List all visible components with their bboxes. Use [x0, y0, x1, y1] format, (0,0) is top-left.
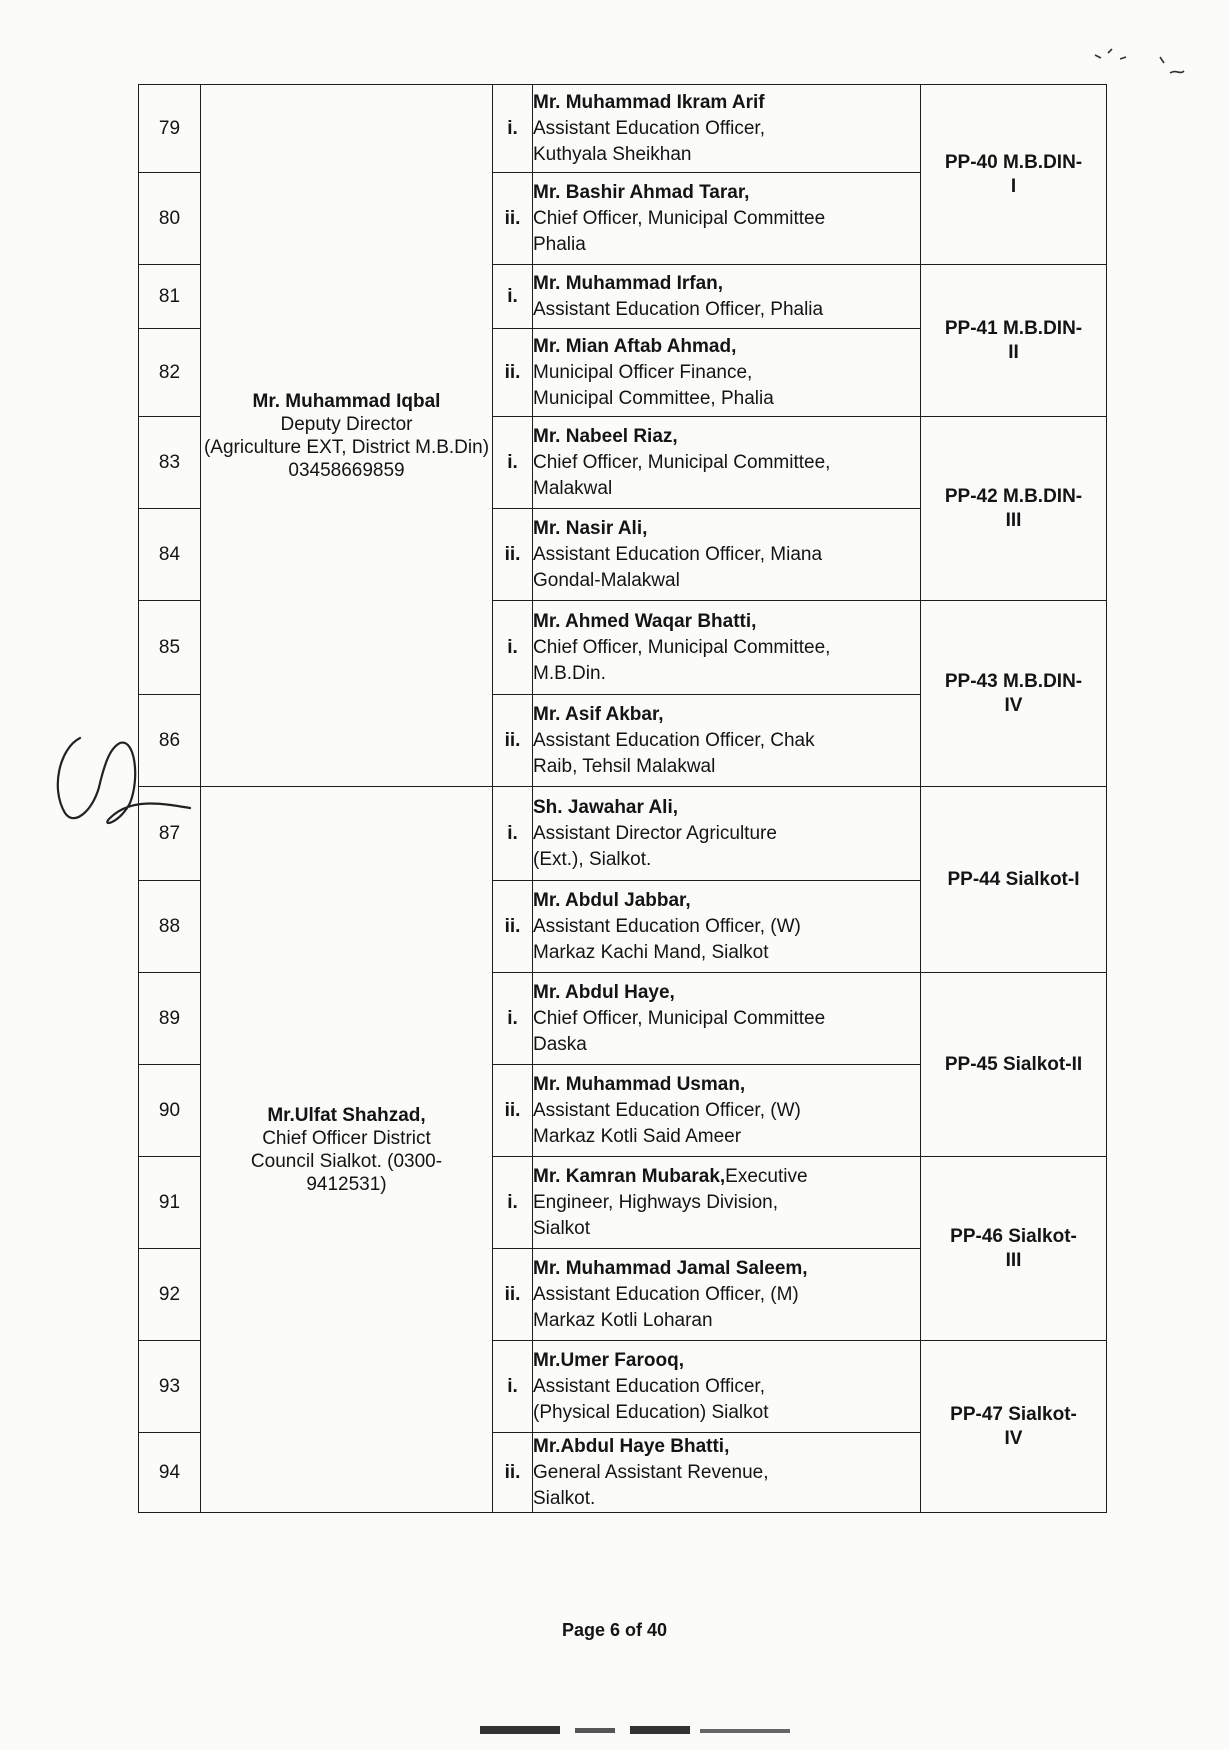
serial-number: 94 — [139, 1433, 201, 1513]
serial-number: 92 — [139, 1249, 201, 1341]
roman-index: i. — [493, 787, 533, 881]
person-designation: Chief Officer, Municipal Committee Daska — [533, 1007, 826, 1055]
roman-index: i. — [493, 1341, 533, 1433]
person-name: Mr. Asif Akbar, — [533, 703, 664, 725]
assigned-person — [533, 1433, 921, 1513]
person-designation: Assistant Director Agriculture (Ext.), Sialkot. — [533, 822, 777, 870]
officer-detail: Council Sialkot. (0300- — [250, 1150, 443, 1172]
person-name: Mr. Kamran Mubarak, — [533, 1165, 726, 1187]
assignment-table — [138, 84, 1107, 1513]
table-row — [139, 787, 1107, 881]
officer-detail: (Agriculture EXT, District M.B.Din) — [203, 436, 490, 458]
serial-number: 82 — [139, 329, 201, 417]
person-name: Mr. Ahmed Waqar Bhatti, — [533, 610, 757, 632]
serial-number: 88 — [139, 881, 201, 973]
person-designation: Executive Engineer, Highways Division, Sialkot — [533, 1165, 808, 1239]
roman-index: ii. — [493, 329, 533, 417]
roman-index: ii. — [493, 509, 533, 601]
assigned-person — [533, 329, 921, 417]
table-row — [139, 85, 1107, 173]
serial-number: 79 — [139, 85, 201, 173]
stamp-smudge-icon — [480, 1718, 800, 1738]
constituency-label: PP-43 M.B.DIN- IV — [921, 601, 1107, 787]
person-name: Mr.Abdul Haye Bhatti, — [533, 1435, 730, 1457]
constituency-label: PP-47 Sialkot- IV — [921, 1341, 1107, 1513]
roman-index: i. — [493, 265, 533, 329]
person-designation: Assistant Education Officer, Chak Raib, Tehsil Malakwal — [533, 729, 815, 777]
roman-index: ii. — [493, 1249, 533, 1341]
pen-mark-icon — [1090, 45, 1200, 105]
roman-index: i. — [493, 973, 533, 1065]
officer-phone: 03458669859 — [288, 459, 405, 481]
constituency-label: PP-44 Sialkot-I — [921, 787, 1107, 973]
assigned-person — [533, 1249, 921, 1341]
roman-index: i. — [493, 417, 533, 509]
serial-number: 81 — [139, 265, 201, 329]
constituency-label: PP-42 M.B.DIN- III — [921, 417, 1107, 601]
assigned-person — [533, 85, 921, 173]
assigned-person — [533, 173, 921, 265]
assigned-person — [533, 509, 921, 601]
supervising-officer — [201, 85, 493, 787]
roman-index: i. — [493, 1157, 533, 1249]
person-designation: General Assistant Revenue, Sialkot. — [533, 1461, 769, 1509]
person-designation: Municipal Officer Finance, Municipal Committee, Phalia — [533, 361, 774, 409]
person-name: Mr. Nasir Ali, — [533, 517, 648, 539]
person-name: Mr. Abdul Jabbar, — [533, 889, 691, 911]
person-name: Mr. Muhammad Ikram Arif — [533, 91, 765, 113]
person-name: Mr. Muhammad Irfan, — [533, 272, 724, 294]
person-designation: Assistant Education Officer, (Physical Education) Sialkot — [533, 1375, 769, 1423]
serial-number: 83 — [139, 417, 201, 509]
serial-number: 87 — [139, 787, 201, 881]
constituency-label: PP-45 Sialkot-II — [921, 973, 1107, 1157]
constituency-label: PP-46 Sialkot- III — [921, 1157, 1107, 1341]
assigned-person — [533, 417, 921, 509]
assigned-person — [533, 973, 921, 1065]
person-name: Mr.Umer Farooq, — [533, 1349, 684, 1371]
serial-number: 90 — [139, 1065, 201, 1157]
supervising-officer — [201, 787, 493, 1513]
serial-number: 85 — [139, 601, 201, 695]
officer-name: Mr. Muhammad Iqbal — [252, 390, 441, 412]
serial-number: 80 — [139, 173, 201, 265]
officer-name: Mr.Ulfat Shahzad, — [267, 1104, 426, 1126]
person-designation: Assistant Education Officer, (W) Markaz Kotli Said Ameer — [533, 1099, 801, 1147]
roman-index: ii. — [493, 881, 533, 973]
person-name: Mr. Nabeel Riaz, — [533, 425, 678, 447]
person-designation: Assistant Education Officer, Kuthyala Sheikhan — [533, 117, 765, 165]
person-designation: Chief Officer, Municipal Committee Phalia — [533, 207, 826, 255]
assigned-person — [533, 601, 921, 695]
person-designation: Assistant Education Officer, (M) Markaz Kotli Loharan — [533, 1283, 799, 1331]
serial-number: 93 — [139, 1341, 201, 1433]
officer-designation: Chief Officer District — [262, 1127, 431, 1149]
person-name: Mr. Muhammad Usman, — [533, 1073, 746, 1095]
roman-index: ii. — [493, 1065, 533, 1157]
person-name: Mr. Muhammad Jamal Saleem, — [533, 1257, 808, 1279]
person-designation: Assistant Education Officer, Phalia — [533, 298, 824, 320]
officer-phone: 9412531) — [306, 1173, 387, 1195]
assigned-person — [533, 265, 921, 329]
person-designation: Chief Officer, Municipal Committee, Malakwal — [533, 451, 831, 499]
person-designation: Chief Officer, Municipal Committee, M.B.Din. — [533, 636, 831, 684]
roman-index: ii. — [493, 1433, 533, 1513]
constituency-label: PP-41 M.B.DIN- II — [921, 265, 1107, 417]
roman-index: ii. — [493, 695, 533, 787]
roman-index: ii. — [493, 173, 533, 265]
person-designation: Assistant Education Officer, (W) Markaz Kachi Mand, Sialkot — [533, 915, 801, 963]
person-designation: Assistant Education Officer, Miana Gondal-Malakwal — [533, 543, 823, 591]
assigned-person — [533, 1065, 921, 1157]
assigned-person — [533, 1341, 921, 1433]
serial-number: 84 — [139, 509, 201, 601]
page-footer — [0, 1620, 1229, 1641]
page-number: Page 6 of 40 — [561, 1620, 668, 1640]
constituency-label: PP-40 M.B.DIN- I — [921, 85, 1107, 265]
roman-index: i. — [493, 85, 533, 173]
assigned-person — [533, 881, 921, 973]
serial-number: 91 — [139, 1157, 201, 1249]
serial-number: 89 — [139, 973, 201, 1065]
handwritten-signature-icon — [40, 728, 200, 848]
assigned-person — [533, 787, 921, 881]
person-name: Sh. Jawahar Ali, — [533, 796, 679, 818]
person-name: Mr. Mian Aftab Ahmad, — [533, 335, 737, 357]
assigned-person — [533, 695, 921, 787]
person-name: Mr. Bashir Ahmad Tarar, — [533, 181, 750, 203]
roman-index: i. — [493, 601, 533, 695]
person-name: Mr. Abdul Haye, — [533, 981, 675, 1003]
serial-number: 86 — [139, 695, 201, 787]
officer-designation: Deputy Director — [280, 413, 413, 435]
assigned-person — [533, 1157, 921, 1249]
